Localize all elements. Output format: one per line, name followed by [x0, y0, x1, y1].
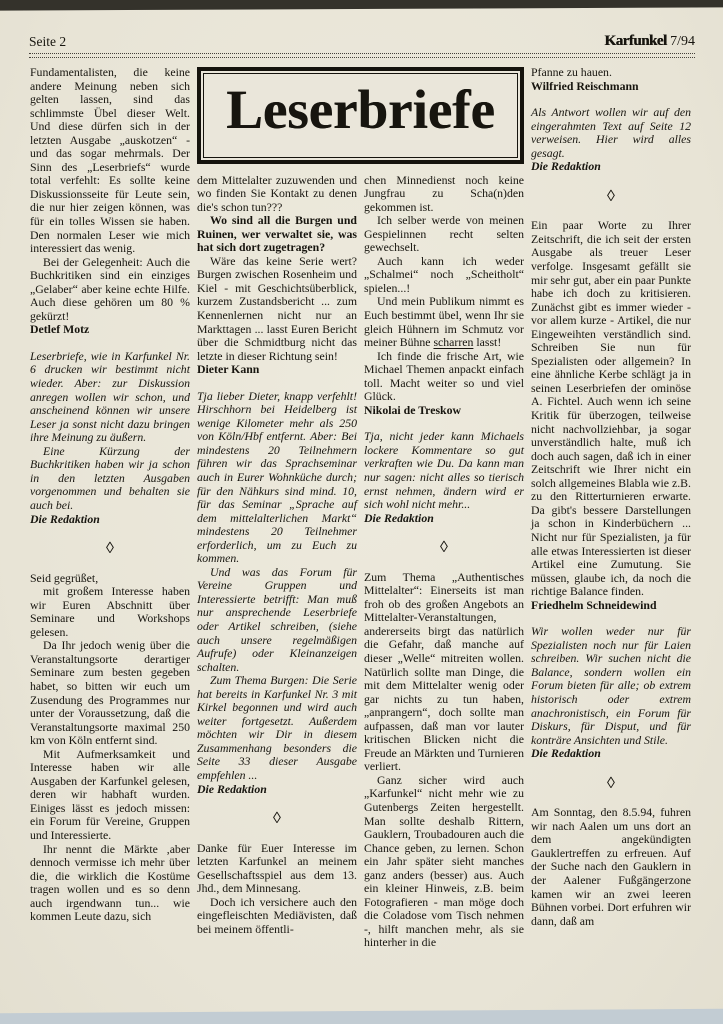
editor-signature: Die Redaktion	[364, 510, 434, 525]
editor-reply-paragraph: Wir wollen weder nur für Spezialisten noch nur für Laien schreiben. Wir suchen nicht die Balance, sondern wollen ein Forum bieten für alle; ob extrem historisch oder extrem anachronistisch, ein Forum für Diskurs, für Disput, und für konträre Ansichten und Stile.	[531, 624, 691, 747]
editor-reply-paragraph: Leserbriefe, wie in Karfunkel Nr. 6 drucken wir bestimmt nicht wieder. Aber: zur Diskussion anregen wollen wir schon, und anscheinend können wir unsere Leser ja sonst nicht dazu bringen ihre Meinung zu äußern.	[30, 348, 190, 445]
section-title: Leserbriefe	[226, 79, 495, 140]
letter-paragraph: Ein paar Worte zu Ihrer Zeitschrift, die ich seit der ersten Ausgabe als treuer Leser verfolge. Insgesamt gefällt sie mir sehr gut, aber ein paar Punkte habe ich doch zu kritisieren. Zunächst gibt es immer wieder - vor allem kurze - Artikel, die nur Eingeweihten verständlich sind. Schreiben Sie nun für Spezialisten oder allgemein? In eine ähnliche Kerbe schlägt ja in seinen Leserbriefen der ominöse A. Fichtel. Auch wenn ich seine Kritik für überzogen, teilweise nicht nachvollziehbar, ja sogar unverständlich halte, muß ich doch auch sagen, daß ich in einer Zeitschrift wie Ihrer nicht ein solch allgemeines Blabla wie z.B. zu den Ritterturnieren erwarte. Da gibt's bessere Darstellungen ja schon in Kinderbüchern ... Nicht nur für Spezialisten, ja für alle etwas Interessierten ist dieser Artikel eine Zumutung. Sie müssen, glaube ich, da noch die richtige Balance finden.	[531, 218, 691, 599]
editor-reply-paragraph: Tja lieber Dieter, knapp verfehlt! Hirschhorn bei Heidelberg ist wenige Kilometer mehr als 250 von Köln/Hbf entfernt. Aber: Bei mindestens 20 Teilnehmern führen wir das Sprachseminar auch in Eurer Wohnküche durch; für den Nähkurs sind mind. 10, für das Seminar „Sprache auf dem mittelalterlichen Markt“ mindestens 20 Teilnehmer erforderlich, um zu Euch zu kommen.	[197, 388, 357, 566]
issue-label	[604, 33, 695, 50]
editor-signature: Die Redaktion	[197, 781, 267, 796]
letter-paragraph: chen Minnedienst noch keine Jungfrau zu Scha(n)den gekommen ist.	[364, 172, 524, 214]
magazine-title: Karfunkel	[604, 33, 667, 49]
letter-paragraph: Pfanne zu hauen.	[531, 65, 612, 79]
letter-paragraph: Wäre das keine Serie wert? Burgen zwischen Rosenheim und Kiel - mit Geschichtsüberblick, kurzem Zustandsbericht ... zum Kennenlernen nicht nur an Markttagen ... lasst Euren Bericht über die Schmidtburg nicht das letzte in dieser Richtung sein!	[197, 253, 357, 363]
issue-number: 7/94	[670, 34, 695, 49]
letter-signature: Wo sind all die Burgen und Ruinen, wer verwaltet sie, was hat sich dort zugetragen?	[197, 213, 357, 255]
section-divider: ◊	[273, 810, 281, 828]
letter-signature: Dieter Kann	[197, 362, 260, 377]
masthead-box-inner	[203, 73, 518, 158]
scan-edge-top	[0, 0, 723, 11]
page-content	[30, 66, 691, 950]
letter-paragraph: Und mein Publikum nimmt es Euch bestimmt übel, wenn Ihr sie gleich Hühnern im Schmutz vor meiner Bühne scharren lasst!	[364, 294, 524, 350]
page-number: Seite 2	[29, 34, 67, 49]
section-divider: ◊	[440, 539, 448, 557]
letter-paragraph: dem Mittelalter zuzuwenden und wo finden Sie Kontakt zu denen die's schon tun???	[197, 172, 357, 214]
letter-paragraph: Auch kann ich weder „Schalmei“ noch „Scheitholt“ spielen...!	[364, 253, 524, 295]
section-divider: ◊	[607, 774, 615, 792]
scan-edge-bottom	[0, 1009, 723, 1024]
editor-reply-paragraph: Tja, nicht jeder kann Michaels lockere Kommentare so gut verkraften wie Du. Da kann man nur sagen: nicht alles so tierisch ernst nehmen, ändern wird er sich wohl nicht mehr...	[364, 429, 524, 512]
middle-columns	[197, 174, 524, 951]
editor-reply-paragraph: Zum Thema Burgen: Die Serie hat bereits in Karfunkel Nr. 3 mit Kirkel begonnen und wird auch weiter fortgesetzt. Außerdem möchten wir Dir in diesem Zusammenhang besonders die Seite 33 dieser Ausgabe empfehlen ...	[197, 673, 357, 783]
header-rule	[29, 53, 695, 58]
letter-paragraph: Ich selber werde von meinen Gespielinnen recht selten gewechselt.	[364, 213, 524, 255]
editor-reply-paragraph: Eine Kürzung der Buchkritiken haben wir ja schon in den letzten Ausgaben vorgenommen und behalten sie auch bei.	[30, 443, 190, 512]
letter-signature: Nikolai de Treskow	[364, 402, 462, 417]
text-column-3	[364, 174, 524, 951]
masthead-box	[197, 67, 524, 164]
editor-signature: Die Redaktion	[531, 746, 601, 761]
letter-paragraph: Fundamentalisten, die keine andere Meinung neben sich gelten lassen, sind das schlimmste Übel dieser Welt. Und diese dürfen sich in der letzten Ausgabe „auskotzen“ - und das sogar mehrmals. Der Sinn des „Leserbriefs“ wurde total verfehlt: Es sollte keine Diskussionsseite für Leute sein, die nur hier zeigen können, was für ein tolles Wissen sie haben. Den normalen Leser wie mich interessiert das wenig.	[30, 65, 190, 256]
letter-paragraph: Doch ich versichere auch den eingefleischten Mediävisten, daß bei meinem öffentli-	[197, 894, 357, 936]
text-column-2	[197, 174, 357, 951]
editor-reply-paragraph: Und was das Forum für Vereine Gruppen und Interessierte betrifft: Man muß nur ansprechende Leserbriefe oder Artikel schreiben, (siehe auch unsere regelmäßigen Aufrufe) oder Kleinanzeigen schalten.	[197, 564, 357, 674]
letter-paragraph: Danke für Euer Interesse im letzten Karfunkel an meinem Gesellschaftsspiel aus dem 13. Jhd., dem Minnesang.	[197, 840, 357, 896]
letter-paragraph: Ganz sicher wird auch „Karfunkel“ nicht mehr wie zu Gutenbergs Zeiten hergestellt. Man sollte deshalb Rittern, Gauklern, Troubadouren auch die Chance geben, zu lernen. Schon ein Jahr später sieht manches ganz anders (besser) aus. Auch ein kleiner Hinweis, z.B. beim Fotografieren - man möge doch die Coladose vom Tisch nehmen -, hilft manchen mehr, als sie hinterher in die	[364, 772, 524, 950]
letter-paragraph: Mit Aufmerksamkeit und Interesse haben wir alle Ausgaben der Karfunkel gelesen, deren wir habhaft wurden. Einiges lässt es jedoch missen: ein Forum für Vereine, Gruppen und Interessierte.	[30, 746, 190, 842]
section-divider: ◊	[607, 187, 615, 205]
editor-signature: Die Redaktion	[30, 511, 100, 526]
letter-paragraph: Ihr nennt die Märkte ,aber dennoch vermisse ich mehr über die, die wirklich die Kostüme tragen wollen und es so denn auch irgendwann tun... wie kommen Leute dazu, sich	[30, 841, 190, 924]
section-divider: ◊	[106, 540, 114, 558]
middle-section	[197, 66, 524, 950]
editor-reply-paragraph: Als Antwort wollen wir auf den eingerahmten Text auf Seite 12 verweisen. Hier wird alles gesagt.	[531, 105, 691, 160]
text-column-4	[531, 66, 691, 928]
letter-signature: Friedhelm Schneidewind	[531, 597, 657, 612]
page-header	[29, 33, 695, 50]
letter-paragraph: Seid gegrüßet,	[30, 570, 99, 585]
letter-paragraph: Zum Thema „Authentisches Mittelalter“: Einerseits ist man froh ob des großen Angebots an Mittelalter-Veranstaltungen, andererseits birgt das natürlich die Gefahr, daß manche auf dieser „Welle“ mitreiten wollen. Natürlich sollte man Dinge, die mit dem Mittelalter wenig oder gar nichts zu tun haben, „anprangern“, doch sollte man aufpassen, daß man vor lauter kritischen Blicken nicht die Freude an Märkten und Turnieren verliert.	[364, 569, 524, 774]
text-column-1	[30, 66, 190, 924]
editor-signature: Die Redaktion	[531, 159, 601, 174]
letter-signature: Detlef Motz	[30, 322, 90, 337]
letter-paragraph: Bei der Gelegenheit: Auch die Buchkritiken sind ein einziges „Gelaber“ aber keine echte Hilfe. Auch diese gehören um 80 % gekürzt!	[30, 254, 190, 323]
letter-signature: Wilfried Reischmann	[531, 78, 639, 93]
letter-paragraph: Ich finde die frische Art, wie Michael Themen anpackt einfach toll. Macht weiter so und viel Glück.	[364, 348, 524, 404]
letter-paragraph: Am Sonntag, den 8.5.94, fuhren wir nach Aalen um uns dort an dem angekündigten Gauklertreffen zu erfreuen. Auf der Suche nach den Gauklern in der Aalener Fußgängerzone kamen wir an zwei leeren Bühnen vorbei. Dort erfuhren wir dann, daß am	[531, 805, 691, 928]
letter-paragraph: Da Ihr jedoch wenig über die Veranstaltungsorte derartiger Seminare zum besten gegeben habet, so bitten wir euch um Zusendung des Programmes nur unter der Voraussetzung, daß die Veranstaltungsorte maximal 250 km von Köln entfernt sind.	[30, 638, 190, 748]
letter-paragraph: mit großem Interesse haben wir Euren Abschnitt über Seminare und Workshops gelesen.	[30, 584, 190, 639]
